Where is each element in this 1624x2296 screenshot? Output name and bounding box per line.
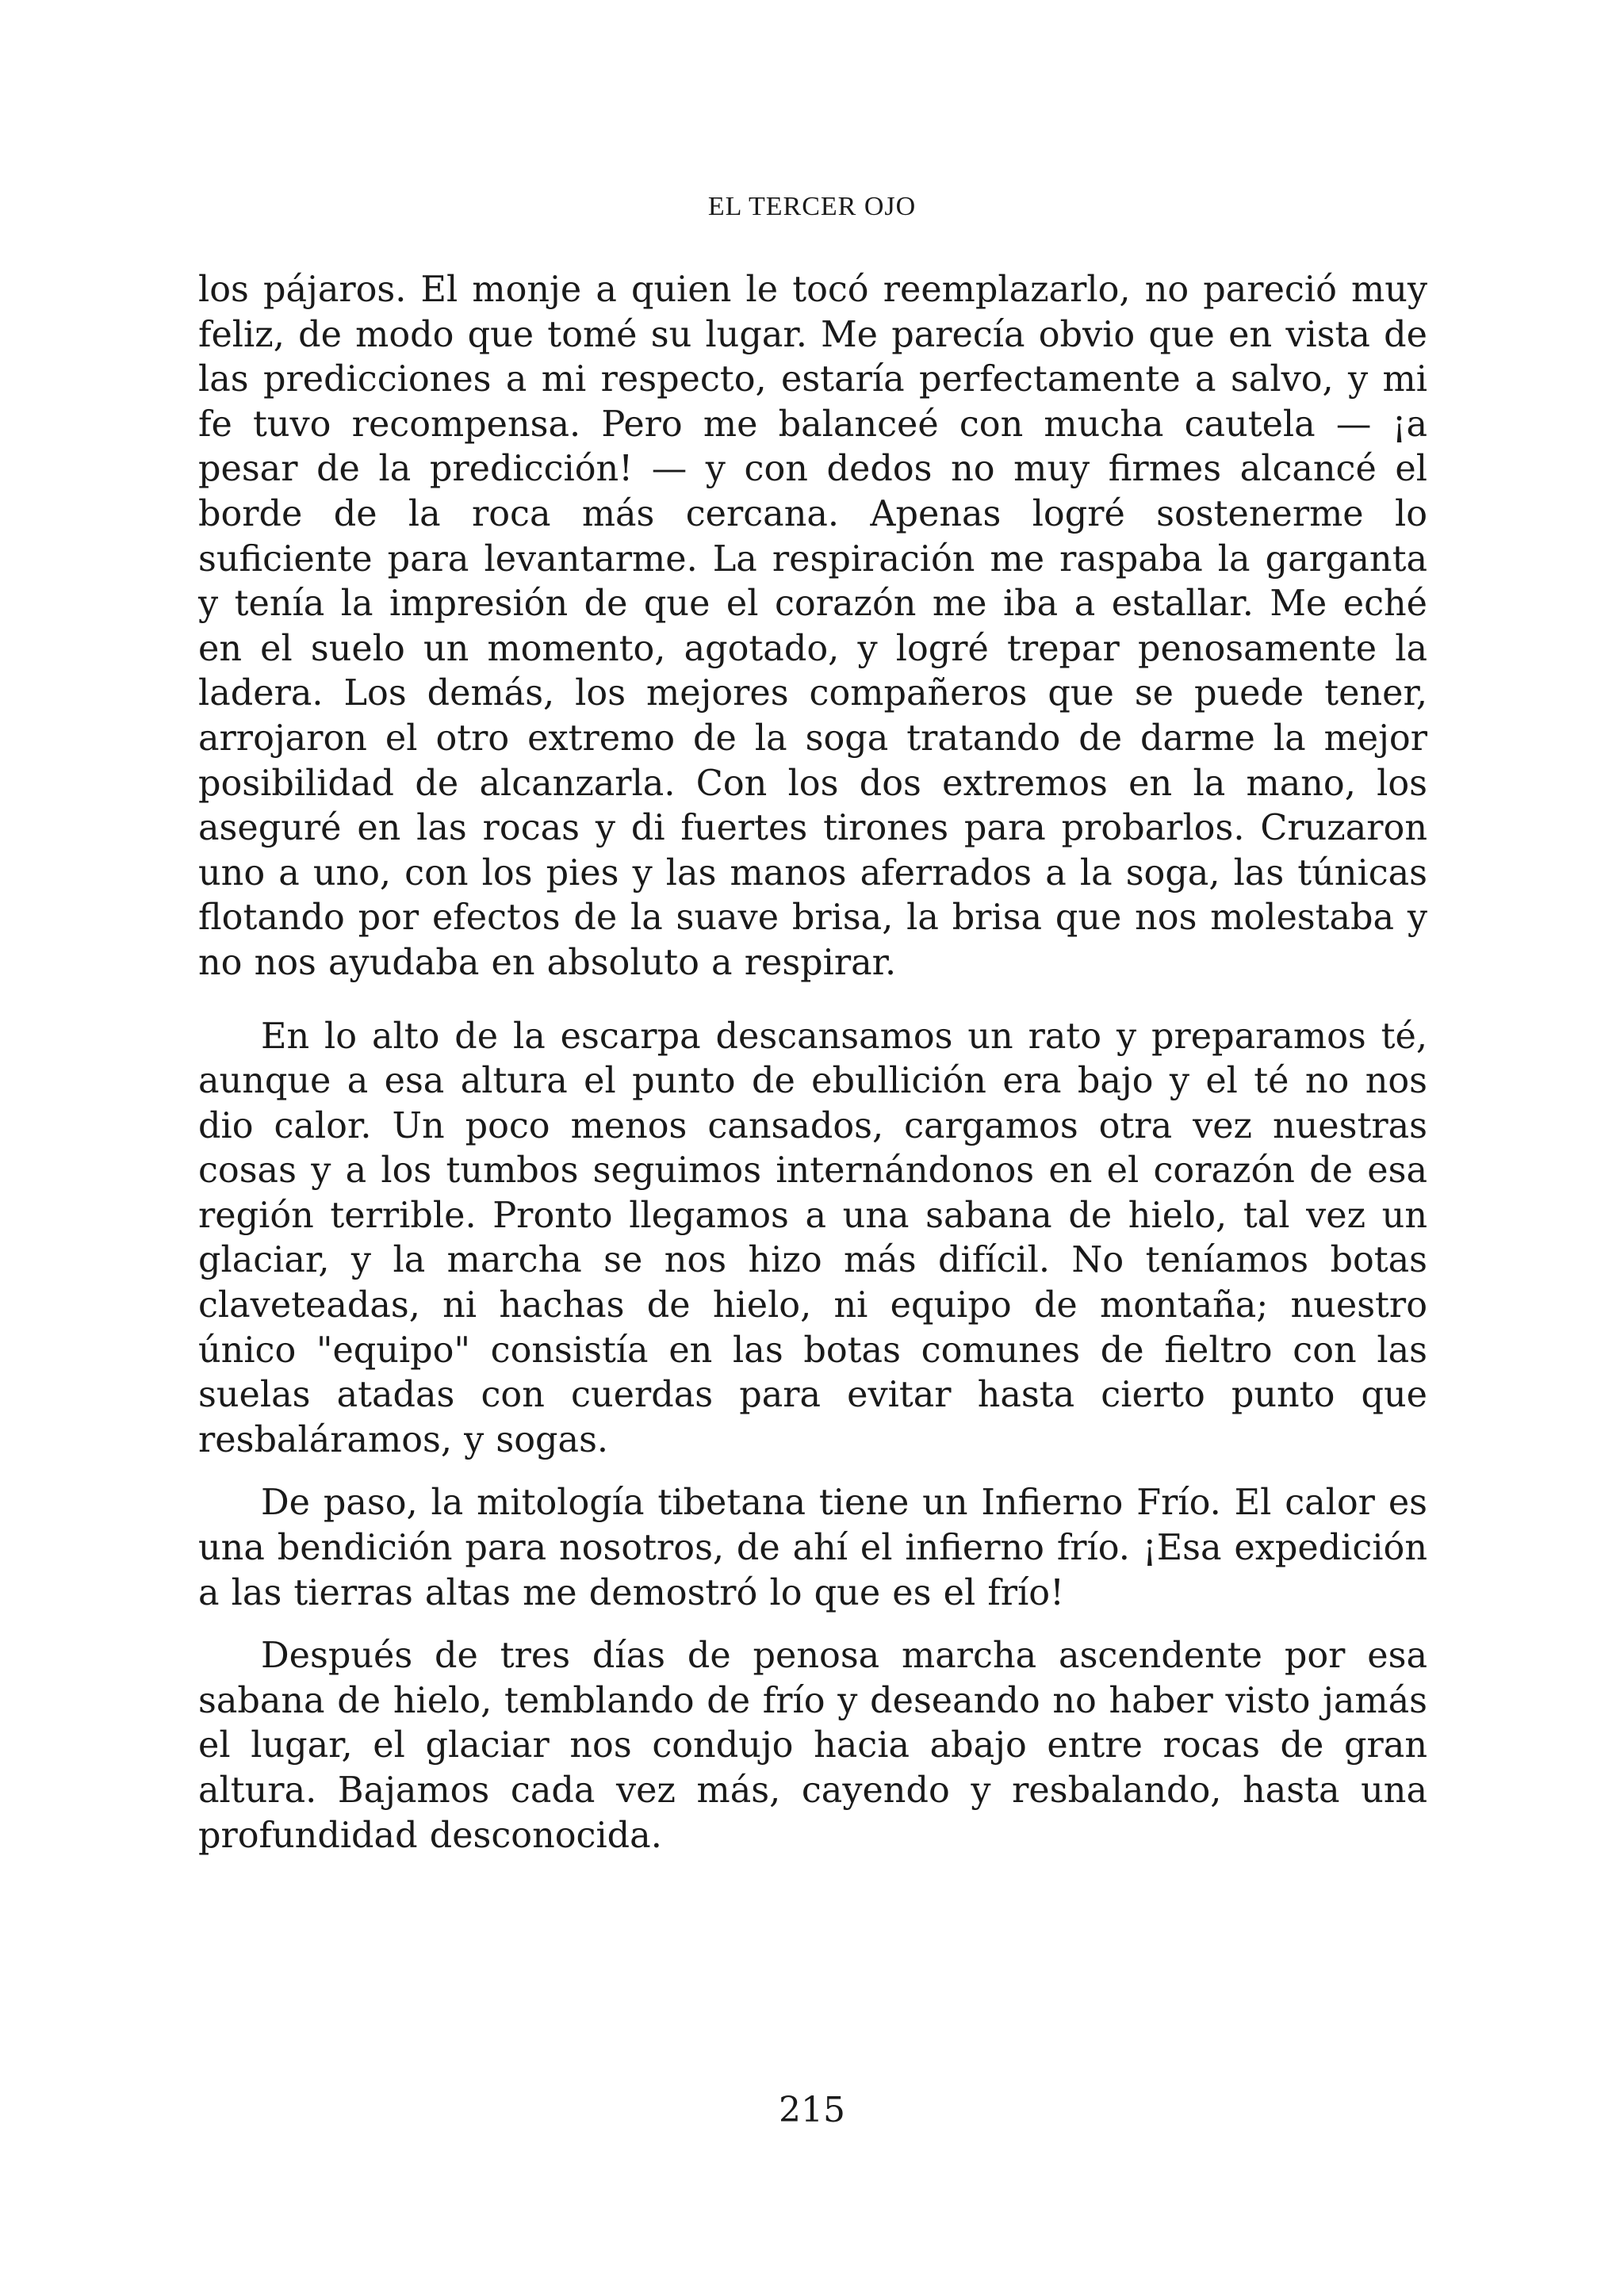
- paragraph-1: los pájaros. El monje a quien le tocó reemplazarlo, no pareció muy feliz, de modo que tomé su lugar. Me parecía obvio que en vista de las predicciones a mi respecto, estaría perfectamente a salvo, y mi fe tuvo recompensa. Pero me balanceé con mucha cautela — ¡a pesar de la predicción! — y con dedos no muy firmes alcancé el borde de la roca más cercana. Apenas logré sostenerme lo suficiente para levantarme. La respiración me raspaba la garganta y tenía la impresión de que el corazón me iba a estallar. Me eché en el suelo un momento, agotado, y logré trepar penosamente la ladera. Los demás, los mejores compañeros que se puede tener, arrojaron el otro extremo de la soga tratando de darme la mejor posibilidad de alcanzarla. Con los dos extremos en la mano, los aseguré en las rocas y di fuertes tirones para probarlos. Cruzaron uno a uno, con los pies y las manos aferrados a la soga, las túnicas flotando por efectos de la suave brisa, la brisa que nos molestaba y no nos ayudaba en absoluto a respirar.: [198, 270, 1427, 983]
- paragraph-4: Después de tres días de penosa marcha ascendente por esa sabana de hielo, temblando de frío y deseando no haber visto jamás el lugar, el glaciar nos condujo hacia abajo entre rocas de gran altura. Bajamos cada vez más, cayendo y resbalando, hasta una profundidad desconocida.: [198, 1636, 1427, 1856]
- page-number: 215: [779, 2090, 845, 2130]
- paragraph-3: De paso, la mitología tibetana tiene un Infierno Frío. El calor es una bendición para nosotros, de ahí el infierno frío. ¡Esa expedición a las tierras altas me demostró lo que es el frío!: [198, 1483, 1427, 1613]
- body-text: [198, 268, 1427, 1858]
- running-head-title: EL TERCER OJO: [707, 192, 917, 221]
- paragraph-2: En lo alto de la escarpa descansamos un rato y preparamos té, aunque a esa altura el punto de ebullición era bajo y el té no nos dio calor. Un poco menos cansados, cargamos otra vez nuestras cosas y a los tumbos seguimos internándonos en el corazón de esa región terrible. Pronto llegamos a una sabana de hielo, tal vez un glaciar, y la marcha se nos hizo más difícil. No teníamos botas claveteadas, ni hachas de hielo, ni equipo de montaña; nuestro único "equipo" consistía en las botas comunes de fieltro con las suelas atadas con cuerdas para evitar hasta cierto punto que resbaláramos, y sogas.: [198, 1016, 1427, 1460]
